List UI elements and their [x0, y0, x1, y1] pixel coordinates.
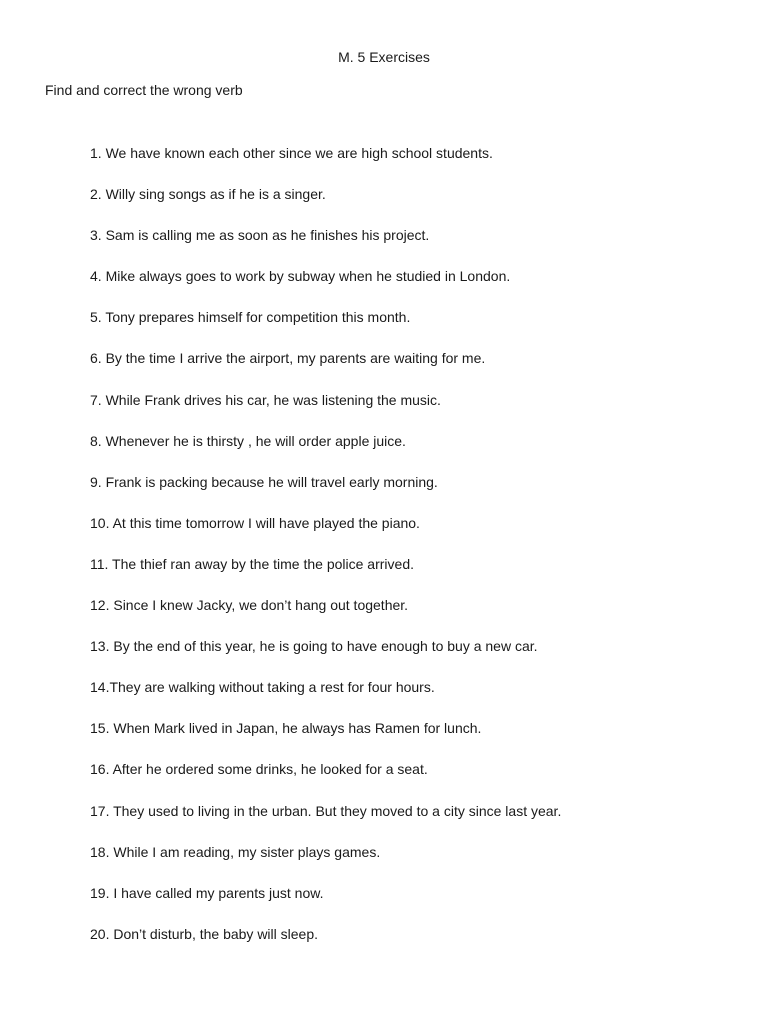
exercise-item-14: 14.They are walking without taking a rest for four hours. — [90, 679, 435, 696]
instructions-heading: Find and correct the wrong verb — [45, 82, 243, 98]
exercise-item-17: 17. They used to living in the urban. But they moved to a city since last year. — [90, 802, 562, 819]
exercise-item-4: 4. Mike always goes to work by subway when he studied in London. — [90, 268, 511, 285]
exercise-item-18: 18. While I am reading, my sister plays games. — [90, 843, 381, 860]
exercise-item-6: 6. By the time I arrive the airport, my parents are waiting for me. — [90, 350, 486, 367]
exercise-item-5: 5. Tony prepares himself for competition this month. — [90, 309, 411, 326]
exercise-item-9: 9. Frank is packing because he will travel early morning. — [90, 473, 438, 490]
page-title — [0, 48, 768, 66]
exercise-item-12: 12. Since I knew Jacky, we don’t hang out together. — [90, 597, 409, 614]
page-title-text: M. 5 Exercises — [338, 49, 430, 65]
exercise-item-20: 20. Don’t disturb, the baby will sleep. — [90, 925, 319, 942]
exercise-list — [90, 144, 561, 966]
exercise-item-11: 11. The thief ran away by the time the police arrived. — [90, 555, 414, 572]
exercise-item-7: 7. While Frank drives his car, he was listening the music. — [90, 391, 441, 408]
exercise-item-3: 3. Sam is calling me as soon as he finishes his project. — [90, 227, 430, 244]
exercise-item-8: 8. Whenever he is thirsty , he will order apple juice. — [90, 432, 406, 449]
exercise-item-13: 13. By the end of this year, he is going to have enough to buy a new car. — [90, 638, 538, 655]
exercise-item-19: 19. I have called my parents just now. — [90, 884, 324, 901]
exercise-item-1: 1. We have known each other since we are high school students. — [90, 145, 493, 161]
exercise-item-15: 15. When Mark lived in Japan, he always has Ramen for lunch. — [90, 720, 482, 737]
exercise-item-2: 2. Willy sing songs as if he is a singer. — [90, 186, 326, 203]
exercise-item-10: 10. At this time tomorrow I will have played the piano. — [90, 514, 420, 531]
exercise-item-16: 16. After he ordered some drinks, he looked for a seat. — [90, 761, 428, 778]
